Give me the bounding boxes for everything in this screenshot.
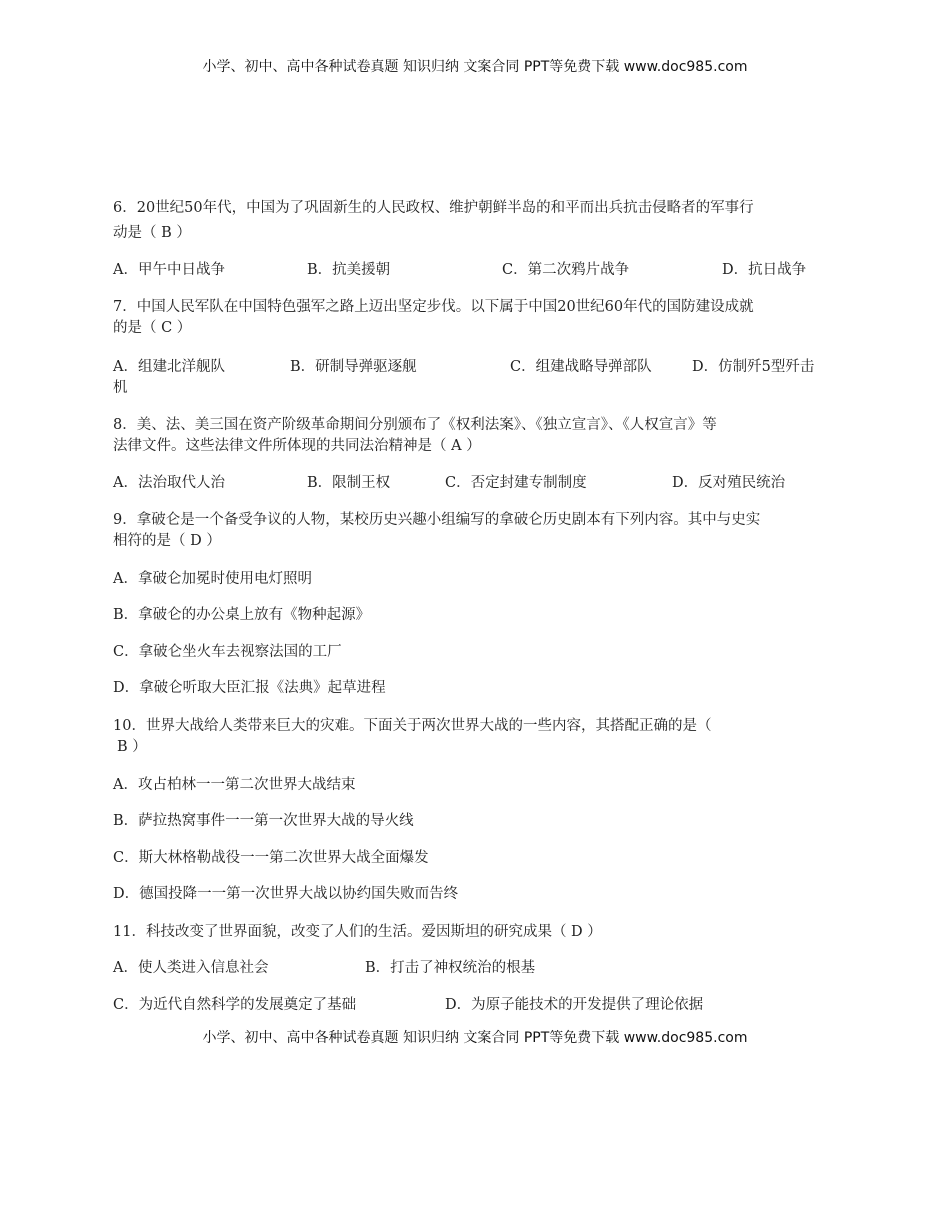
option-c: C．为近代自然科学的发展奠定了基础	[113, 997, 357, 1013]
question-stem: 动是（ B ）	[113, 225, 191, 241]
option-b: B．抗美援朝	[307, 262, 391, 278]
option-d: D．抗日战争	[722, 262, 807, 278]
option-c: C．第二次鸦片战争	[502, 262, 630, 278]
option-c: C．组建战略导弹部队	[510, 359, 652, 375]
option-a: A．攻占柏林一一第二次世界大战结束	[113, 777, 356, 793]
option-c: C．斯大林格勒战役一一第二次世界大战全面爆发	[113, 850, 429, 866]
question-stem: 法律文件。这些法律文件所体现的共同法治精神是（ A ）	[113, 438, 481, 454]
option-c: C．拿破仑坐火车去视察法国的工厂	[113, 644, 342, 660]
option-b: B．打击了神权统治的根基	[365, 960, 536, 976]
option-a: A．甲午中日战争	[113, 262, 225, 278]
question-stem: 8．美、法、美三国在资产阶级革命期间分别颁布了《权利法案》、《独立宣言》、《人权宣言》等	[113, 417, 717, 433]
option-a: A．法治取代人治	[113, 475, 225, 491]
page-header: 小学、初中、高中各种试卷真题 知识归纳 文案合同 PPT等免费下载 www.doc985.com	[202, 59, 748, 75]
option-a: A．使人类进入信息社会	[113, 960, 269, 976]
option-b: B．研制导弹驱逐舰	[290, 359, 417, 375]
option-b: B．拿破仑的办公桌上放有《物种起源》	[113, 607, 371, 623]
option-d: D．为原子能技术的开发提供了理论依据	[445, 997, 704, 1013]
option-d: D．仿制歼5型歼击	[692, 359, 815, 375]
question-stem: 相符的是（ D ）	[113, 533, 221, 549]
option-b: B．限制王权	[307, 475, 391, 491]
option-a: A．拿破仑加冕时使用电灯照明	[113, 571, 312, 587]
question-stem: B ）	[117, 739, 147, 755]
page-footer: 小学、初中、高中各种试卷真题 知识归纳 文案合同 PPT等免费下载 www.doc985.com	[202, 1030, 748, 1046]
question-stem: 10．世界大战给人类带来巨大的灾难。下面关于两次世界大战的一些内容，其搭配正确的是（	[113, 718, 712, 734]
question-stem: 6．20世纪50年代，中国为了巩固新生的人民政权、维护朝鲜半岛的和平而出兵抗击侵略者的军事行	[113, 200, 754, 216]
option-d: D．拿破仑听取大臣汇报《法典》起草进程	[113, 680, 386, 696]
option-d-wrap: 机	[113, 380, 128, 396]
question-stem: 7．中国人民军队在中国特色强军之路上迈出坚定步伐。以下属于中国20世纪60年代的国防建设成就	[113, 299, 754, 315]
question-stem: 的是（ C ）	[113, 320, 192, 336]
question-stem: 9．拿破仑是一个备受争议的人物，某校历史兴趣小组编写的拿破仑历史剧本有下列内容。其中与史实	[113, 512, 761, 528]
option-d: D．德国投降一一第一次世界大战以协约国失败而告终	[113, 886, 459, 902]
option-d: D．反对殖民统治	[672, 475, 786, 491]
option-c: C．否定封建专制制度	[445, 475, 587, 491]
option-a: A．组建北洋舰队	[113, 359, 225, 375]
question-stem: 11．科技改变了世界面貌，改变了人们的生活。爱因斯坦的研究成果（ D ）	[113, 924, 602, 940]
option-b: B．萨拉热窝事件一一第一次世界大战的导火线	[113, 813, 414, 829]
